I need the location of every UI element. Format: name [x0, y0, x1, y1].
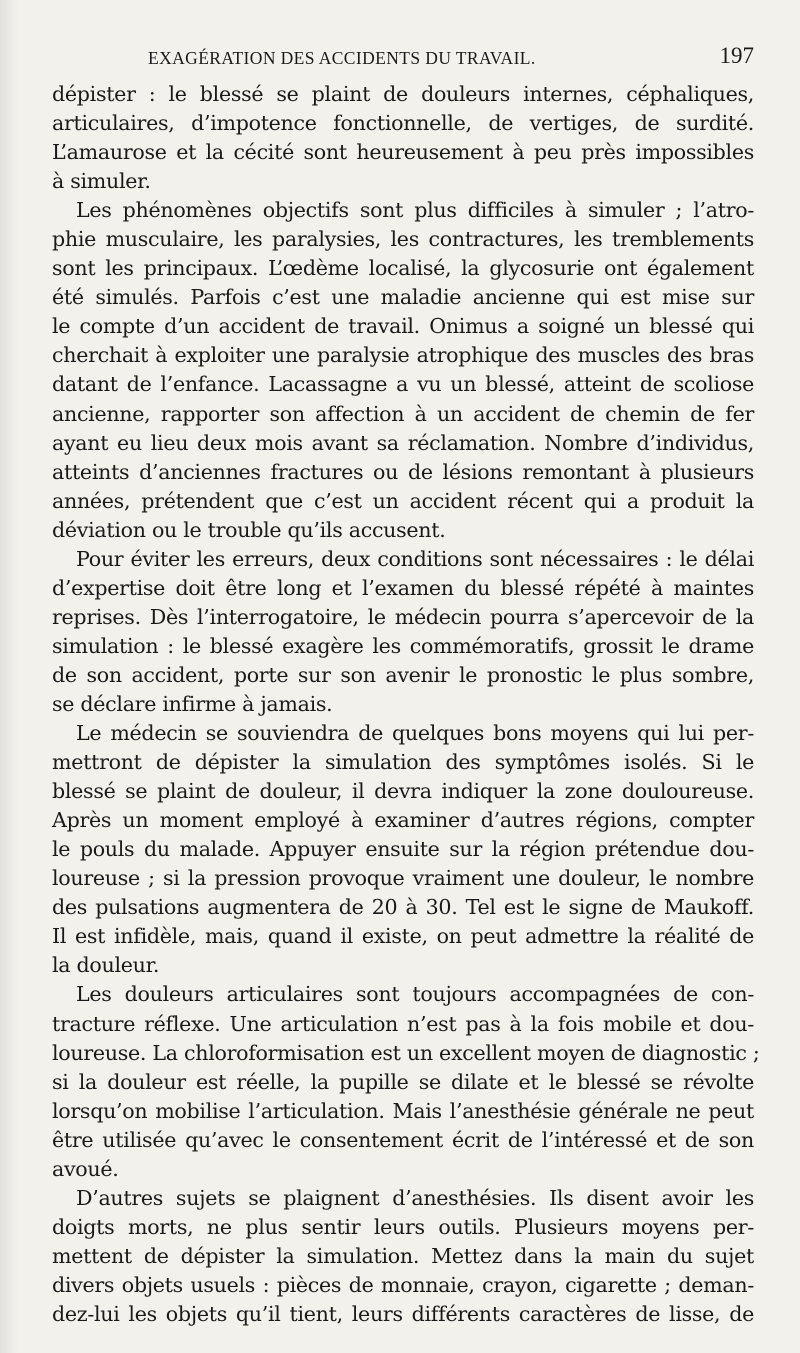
- text-line: de son accident, porte sur son avenir le pronostic le plus sombre,: [52, 662, 754, 687]
- text-line: Les phénomènes objectifs sont plus difficiles à simuler ; l’atro-: [76, 198, 754, 223]
- text-line: Les douleurs articulaires sont toujours accompagnées de con-: [76, 982, 754, 1007]
- paragraph-3: [52, 545, 754, 719]
- text-line: Après un moment employé à examiner d’autres régions, compter: [52, 808, 754, 833]
- text-line: à simuler.: [52, 169, 151, 194]
- text-line: mettront de dépister la simulation des symptômes isolés. Si le: [52, 750, 754, 775]
- text-line: D’autres sujets se plaignent d’anesthésies. Ils disent avoir les: [76, 1185, 754, 1210]
- text-line: se déclare infirme à jamais.: [52, 691, 333, 716]
- text-line: phie musculaire, les paralysies, les contractures, les tremblements: [52, 227, 754, 252]
- page-number: 197: [719, 43, 754, 68]
- text-line: ancienne, rapporter son affection à un accident de chemin de fer: [52, 401, 754, 426]
- text-line: d’expertise doit être long et l’examen du blessé répété à maintes: [52, 575, 754, 600]
- text-line: doigts morts, ne plus sentir leurs outils. Plusieurs moyens per-: [52, 1214, 754, 1239]
- text-line: loureuse. La chloroformisation est un excellent moyen de diagnostic ;: [52, 1040, 760, 1065]
- text-line: été simulés. Parfois c’est une maladie ancienne qui est mise sur: [52, 285, 754, 310]
- text-line: blessé se plaint de douleur, il devra indiquer la zone douloureuse.: [52, 779, 754, 804]
- text-line: Pour éviter les erreurs, deux conditions sont nécessaires : le délai: [76, 546, 754, 571]
- text-line: loureuse ; si la pression provoque vraiment une douleur, le nombre: [52, 866, 754, 891]
- text-line: articulaires, d’impotence fonctionnelle, de vertiges, de surdité.: [52, 111, 754, 136]
- body-text: [52, 80, 760, 1329]
- text-line: le compte d’un accident de travail. Onimus a soigné un blessé qui: [52, 314, 754, 339]
- text-line: divers objets usuels : pièces de monnaie, crayon, cigarette ; deman-: [52, 1272, 754, 1297]
- text-line: cherchait à exploiter une paralysie atrophique des muscles des bras: [52, 343, 754, 368]
- text-line: années, prétendent que c’est un accident récent qui a produit la: [52, 488, 754, 513]
- text-line: lorsqu’on mobilise l’articulation. Mais l’anesthésie générale ne peut: [52, 1098, 754, 1123]
- text-line: atteints d’anciennes fractures ou de lésions remontant à plusieurs: [52, 459, 754, 484]
- text-line: Il est infidèle, mais, quand il existe, on peut admettre la réalité de: [52, 924, 754, 949]
- text-line: dez-lui les objets qu’il tient, leurs différents caractères de lisse, de: [52, 1301, 754, 1326]
- text-line: être utilisée qu’avec le consentement écrit de l’intéressé et de son: [52, 1127, 754, 1152]
- paragraph-1: [52, 80, 754, 196]
- paragraph-5: [52, 980, 760, 1183]
- text-line: sont les principaux. L’œdème localisé, la glycosurie ont également: [52, 256, 754, 281]
- text-line: mettent de dépister la simulation. Mettez dans la main du sujet: [52, 1243, 754, 1268]
- text-line: reprises. Dès l’interrogatoire, le médecin pourra s’apercevoir de la: [52, 604, 754, 629]
- paragraph-2: [52, 196, 754, 545]
- text-line: simulation : le blessé exagère les commémoratifs, grossit le drame: [52, 633, 754, 658]
- text-line: le pouls du malade. Appuyer ensuite sur la région prétendue dou-: [52, 837, 754, 862]
- text-line: avoué.: [52, 1156, 119, 1181]
- paragraph-6: [52, 1184, 754, 1329]
- text-line: déviation ou le trouble qu’ils accusent.: [52, 517, 446, 542]
- text-line: ayant eu lieu deux mois avant sa réclamation. Nombre d’individus,: [52, 430, 754, 455]
- text-line: si la douleur est réelle, la pupille se dilate et le blessé se révolte: [52, 1069, 754, 1094]
- text-line: datant de l’enfance. Lacassagne a vu un blessé, atteint de scoliose: [52, 372, 754, 397]
- text-line: des pulsations augmentera de 20 à 30. Tel est le signe de Maukoff.: [52, 895, 754, 920]
- running-head: [52, 38, 754, 78]
- text-line: tracture réflexe. Une articulation n’est pas à la fois mobile et dou-: [52, 1011, 754, 1036]
- text-line: la douleur.: [52, 953, 160, 978]
- paragraph-4: [52, 719, 754, 980]
- running-title: EXAGÉRATION DES ACCIDENTS DU TRAVAIL.: [148, 48, 536, 68]
- text-line: dépister : le blessé se plaint de douleurs internes, céphaliques,: [52, 82, 754, 106]
- text-line: L’amaurose et la cécité sont heureusement à peu près impossibles: [52, 140, 754, 165]
- text-line: Le médecin se souviendra de quelques bons moyens qui lui per-: [76, 721, 754, 746]
